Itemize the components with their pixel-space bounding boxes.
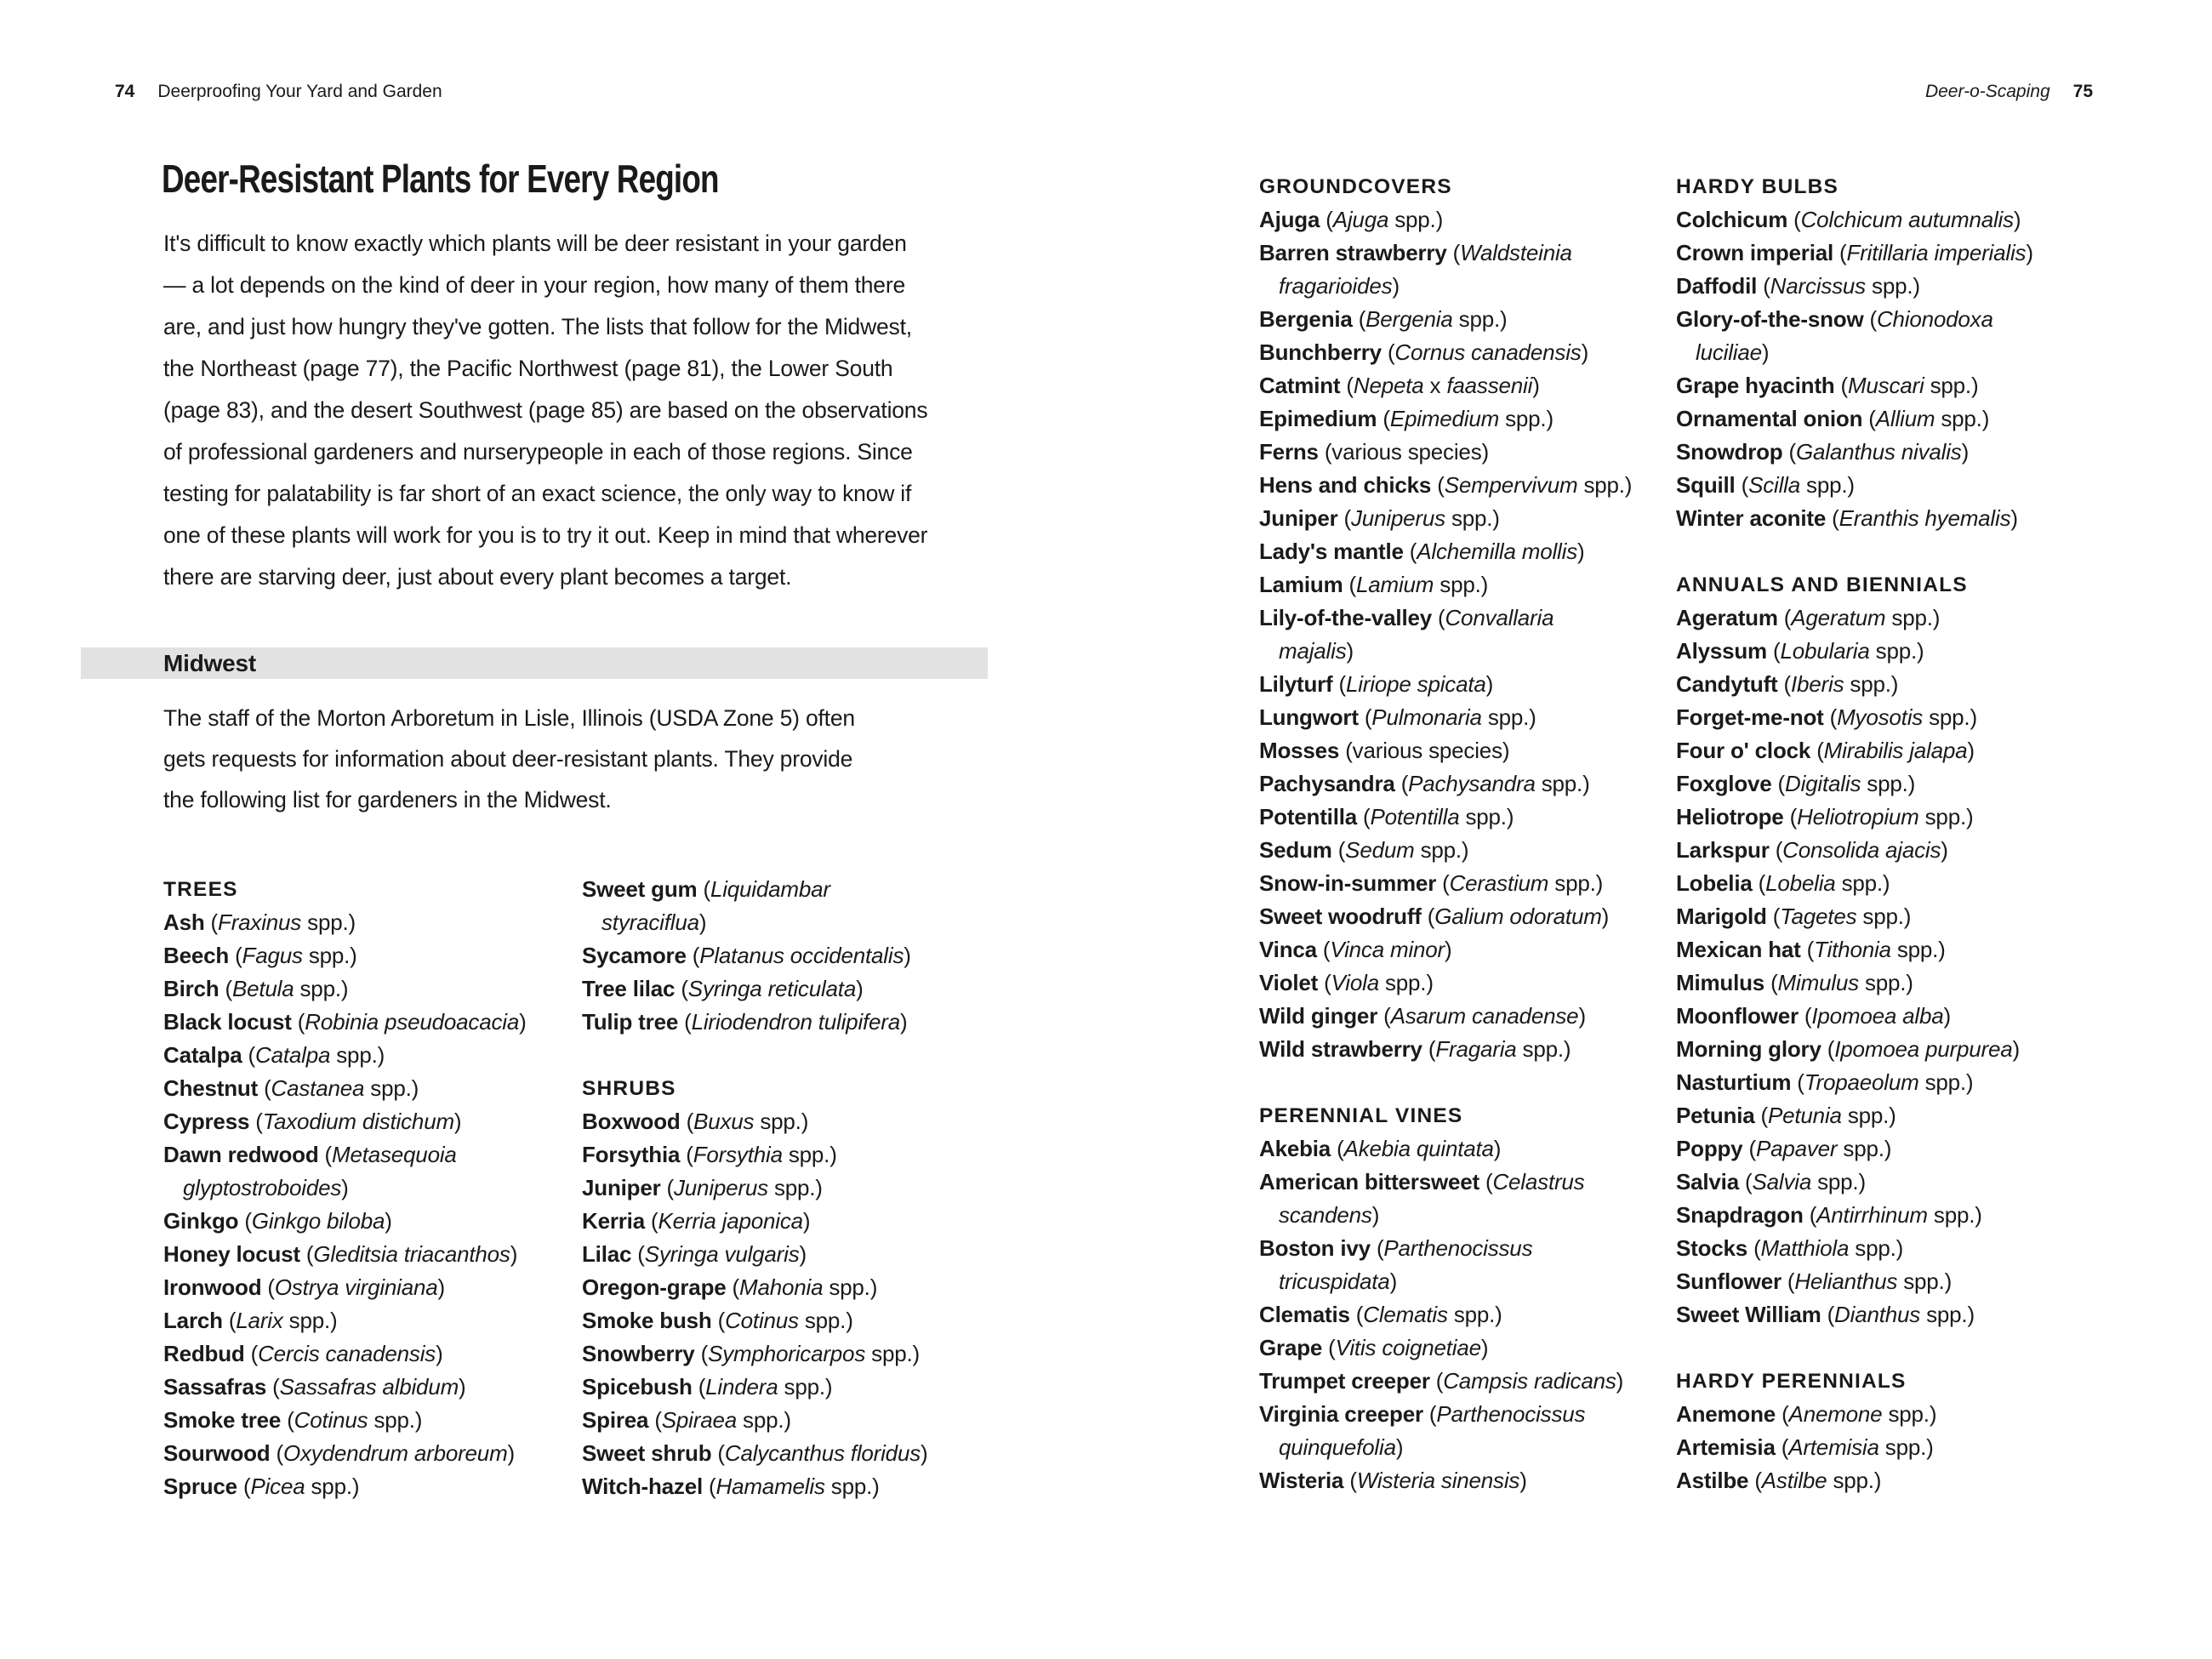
list-item: Epimedium (Epimedium spp.)	[1259, 406, 1554, 431]
section-paragraph	[163, 698, 1006, 820]
list-item: Glory-of-the-snow (Chionodoxa	[1676, 306, 1993, 332]
list-section-heading: HARDY PERENNIALS	[1676, 1370, 1907, 1393]
list-item-continuation: glyptostroboides)	[183, 1175, 349, 1200]
list-item: Astilbe (Astilbe spp.)	[1676, 1468, 1882, 1493]
list-item: Alyssum (Lobularia spp.)	[1676, 638, 1924, 664]
list-gap	[1259, 1066, 1268, 1099]
list-item: Smoke tree (Cotinus spp.)	[163, 1407, 423, 1433]
list-item: Sassafras (Sassafras albidum)	[163, 1374, 466, 1400]
list-item: Kerria (Kerria japonica)	[582, 1208, 811, 1234]
page-title: Deer-Resistant Plants for Every Region	[162, 157, 719, 201]
list-item: Juniper (Juniperus spp.)	[1259, 505, 1500, 531]
list-item: Sourwood (Oxydendrum arboreum)	[163, 1440, 515, 1466]
list-item: Ginkgo (Ginkgo biloba)	[163, 1208, 392, 1234]
list-item: Winter aconite (Eranthis hyemalis)	[1676, 505, 2018, 531]
list-item: Witch-hazel (Hamamelis spp.)	[582, 1474, 880, 1499]
list-item: Boston ivy (Parthenocissus	[1259, 1235, 1533, 1261]
section-line: The staff of the Morton Arboretum in Lisle, Illinois (USDA Zone 5) often	[163, 705, 855, 731]
section-line: gets requests for information about deer-resistant plants. They provide	[163, 746, 853, 772]
list-item: Smoke bush (Cotinus spp.)	[582, 1308, 853, 1333]
list-item: Bergenia (Bergenia spp.)	[1259, 306, 1508, 332]
list-item: Virginia creeper (Parthenocissus	[1259, 1401, 1586, 1427]
list-item: Vinca (Vinca minor)	[1259, 937, 1452, 962]
list-item: Lady's mantle (Alchemilla mollis)	[1259, 539, 1585, 564]
list-item: Wisteria (Wisteria sinensis)	[1259, 1468, 1527, 1493]
list-item: Lobelia (Lobelia spp.)	[1676, 870, 1890, 896]
list-item: Spicebush (Lindera spp.)	[582, 1374, 833, 1400]
list-item: Sycamore (Platanus occidentalis)	[582, 943, 911, 968]
list-item: Ferns (various species)	[1259, 439, 1489, 465]
list-item: Tulip tree (Liriodendron tulipifera)	[582, 1009, 908, 1035]
list-item: Lilac (Syringa vulgaris)	[582, 1241, 807, 1267]
list-item: Daffodil (Narcissus spp.)	[1676, 273, 1920, 299]
list-item: Forget-me-not (Myosotis spp.)	[1676, 704, 1977, 730]
list-item: Wild strawberry (Fragaria spp.)	[1259, 1036, 1571, 1062]
list-item: Grape (Vitis coignetiae)	[1259, 1335, 1489, 1360]
list-item: Ageratum (Ageratum spp.)	[1676, 605, 1941, 630]
list-item: Pachysandra (Pachysandra spp.)	[1259, 771, 1590, 796]
list-item: Four o' clock (Mirabilis jalapa)	[1676, 738, 1975, 763]
list-section-heading: ANNUALS AND BIENNIALS	[1676, 573, 1968, 596]
page-number-left: 74	[115, 82, 135, 101]
list-section-heading: TREES	[163, 878, 238, 901]
list-item: Catmint (Nepeta x faassenii)	[1259, 373, 1540, 398]
list-item: Petunia (Petunia spp.)	[1676, 1103, 1896, 1128]
list-item: Clematis (Clematis spp.)	[1259, 1302, 1502, 1327]
list-item: American bittersweet (Celastrus	[1259, 1169, 1585, 1194]
list-item: Lamium (Lamium spp.)	[1259, 572, 1489, 597]
list-item: Bunchberry (Cornus canadensis)	[1259, 339, 1589, 365]
list-item: Hens and chicks (Sempervivum spp.)	[1259, 472, 1633, 498]
list-item-continuation: scandens)	[1279, 1202, 1380, 1228]
list-item: Snapdragon (Antirrhinum spp.)	[1676, 1202, 1982, 1228]
list-item: Barren strawberry (Waldsteinia	[1259, 240, 1572, 265]
list-item: Sweet William (Dianthus spp.)	[1676, 1302, 1975, 1327]
list-item: Foxglove (Digitalis spp.)	[1676, 771, 1916, 796]
list-item-continuation: styraciflua)	[601, 909, 707, 935]
section-header-label: Midwest	[163, 650, 257, 676]
list-item: Juniper (Juniperus spp.)	[582, 1175, 823, 1200]
list-item: Poppy (Papaver spp.)	[1676, 1136, 1892, 1161]
plant-list-column-shrubs	[582, 873, 1007, 1503]
plant-list-column-trees	[163, 873, 584, 1503]
section-header-bar	[81, 647, 988, 679]
list-item: Sweet woodruff (Galium odoratum)	[1259, 904, 1610, 929]
list-item-continuation: tricuspidata)	[1279, 1268, 1398, 1294]
list-item: Sweet shrub (Calycanthus floridus)	[582, 1440, 928, 1466]
list-item: Potentilla (Potentilla spp.)	[1259, 804, 1514, 830]
list-item: Forsythia (Forsythia spp.)	[582, 1142, 837, 1167]
list-item: Honey locust (Gleditsia triacanthos)	[163, 1241, 518, 1267]
list-item: Spirea (Spiraea spp.)	[582, 1407, 791, 1433]
list-section-heading: GROUNDCOVERS	[1259, 175, 1452, 198]
list-item: Heliotrope (Heliotropium spp.)	[1676, 804, 1974, 830]
running-head-right-title: Deer-o-Scaping	[1924, 82, 2050, 101]
running-head-right	[1925, 82, 2093, 102]
list-item: Cypress (Taxodium distichum)	[163, 1109, 462, 1134]
list-item: Lily-of-the-valley (Convallaria	[1259, 605, 1554, 630]
list-item: Ironwood (Ostrya virginiana)	[163, 1274, 446, 1300]
list-item: Ash (Fraxinus spp.)	[163, 909, 356, 935]
list-item: Wild ginger (Asarum canadense)	[1259, 1003, 1586, 1029]
list-item: Sweet gum (Liquidambar	[582, 876, 830, 902]
list-item: Anemone (Anemone spp.)	[1676, 1401, 1937, 1427]
intro-paragraph	[163, 223, 1006, 598]
list-item: Stocks (Matthiola spp.)	[1676, 1235, 1904, 1261]
list-item: Colchicum (Colchicum autumnalis)	[1676, 207, 2021, 232]
list-item: Crown imperial (Fritillaria imperialis)	[1676, 240, 2033, 265]
intro-line: the Northeast (page 77), the Pacific Northwest (page 81), the Lower South	[163, 356, 893, 381]
list-item: Sedum (Sedum spp.)	[1259, 837, 1469, 863]
intro-line: there are starving deer, just about every plant becomes a target.	[163, 564, 792, 590]
intro-line: testing for palatability is far short of an exact science, the only way to know if	[163, 481, 912, 506]
list-section-heading: PERENNIAL VINES	[1259, 1104, 1463, 1127]
list-item: Boxwood (Buxus spp.)	[582, 1109, 809, 1134]
intro-line: It's difficult to know exactly which plants will be deer resistant in your garden	[163, 231, 907, 256]
list-item: Grape hyacinth (Muscari spp.)	[1676, 373, 1979, 398]
running-head-left	[115, 82, 442, 102]
list-item: Chestnut (Castanea spp.)	[163, 1075, 419, 1101]
list-item: Spruce (Picea spp.)	[163, 1474, 360, 1499]
running-head-left-title: Deerproofing Your Yard and Garden	[157, 82, 442, 101]
list-item: Oregon-grape (Mahonia spp.)	[582, 1274, 878, 1300]
list-item: Birch (Betula spp.)	[163, 976, 349, 1001]
list-item: Mexican hat (Tithonia spp.)	[1676, 937, 1946, 962]
list-item: Artemisia (Artemisia spp.)	[1676, 1434, 1934, 1460]
list-item: Lungwort (Pulmonaria spp.)	[1259, 704, 1536, 730]
list-item: Larkspur (Consolida ajacis)	[1676, 837, 1948, 863]
list-item: Larch (Larix spp.)	[163, 1308, 338, 1333]
list-item: Squill (Scilla spp.)	[1676, 472, 1855, 498]
intro-line: are, and just how hungry they've gotten. The lists that follow for the Midwest,	[163, 314, 912, 339]
list-item: Morning glory (Ipomoea purpurea)	[1676, 1036, 2020, 1062]
list-gap	[1676, 1331, 1685, 1365]
list-section-heading: HARDY BULBS	[1676, 175, 1839, 198]
list-section-heading: SHRUBS	[582, 1077, 676, 1100]
list-gap	[1676, 535, 1685, 568]
list-item-continuation: fragarioides)	[1279, 273, 1400, 299]
list-item: Violet (Viola spp.)	[1259, 970, 1434, 995]
list-item: Candytuft (Iberis spp.)	[1676, 671, 1899, 697]
list-item: Mimulus (Mimulus spp.)	[1676, 970, 1913, 995]
list-item: Tree lilac (Syringa reticulata)	[582, 976, 864, 1001]
intro-line: of professional gardeners and nurserypeople in each of those regions. Since	[163, 439, 913, 465]
list-item: Moonflower (Ipomoea alba)	[1676, 1003, 1951, 1029]
list-item: Ajuga (Ajuga spp.)	[1259, 207, 1444, 232]
list-item-continuation: quinquefolia)	[1279, 1434, 1404, 1460]
list-item: Catalpa (Catalpa spp.)	[163, 1042, 385, 1068]
page-number-right: 75	[2072, 82, 2093, 101]
list-item: Snowberry (Symphoricarpos spp.)	[582, 1341, 920, 1366]
list-gap	[582, 1039, 590, 1072]
list-item: Snowdrop (Galanthus nivalis)	[1676, 439, 1970, 465]
intro-line: (page 83), and the desert Southwest (page 85) are based on the observations	[163, 397, 928, 423]
list-item: Redbud (Cercis canadensis)	[163, 1341, 443, 1366]
section-line: the following list for gardeners in the Midwest.	[163, 787, 612, 812]
list-item: Nasturtium (Tropaeolum spp.)	[1676, 1069, 1974, 1095]
list-item: Sunflower (Helianthus spp.)	[1676, 1268, 1953, 1294]
list-item: Ornamental onion (Allium spp.)	[1676, 406, 1990, 431]
list-item: Salvia (Salvia spp.)	[1676, 1169, 1866, 1194]
list-item: Mosses (various species)	[1259, 738, 1510, 763]
list-item-continuation: majalis)	[1279, 638, 1354, 664]
plant-list-column-bulbs-annuals-perennials	[1676, 170, 2127, 1497]
intro-line: one of these plants will work for you is to try it out. Keep in mind that wherever	[163, 522, 928, 548]
list-item-continuation: luciliae)	[1696, 339, 1770, 365]
list-item: Black locust (Robinia pseudoacacia)	[163, 1009, 527, 1035]
list-item: Marigold (Tagetes spp.)	[1676, 904, 1912, 929]
list-item: Lilyturf (Liriope spicata)	[1259, 671, 1494, 697]
list-item: Dawn redwood (Metasequoia	[163, 1142, 457, 1167]
list-item: Akebia (Akebia quintata)	[1259, 1136, 1502, 1161]
intro-line: — a lot depends on the kind of deer in your region, how many of them there	[163, 272, 906, 298]
plant-list-column-groundcovers-vines	[1259, 170, 1680, 1497]
list-item: Beech (Fagus spp.)	[163, 943, 357, 968]
list-item: Snow-in-summer (Cerastium spp.)	[1259, 870, 1604, 896]
list-item: Trumpet creeper (Campsis radicans)	[1259, 1368, 1624, 1394]
